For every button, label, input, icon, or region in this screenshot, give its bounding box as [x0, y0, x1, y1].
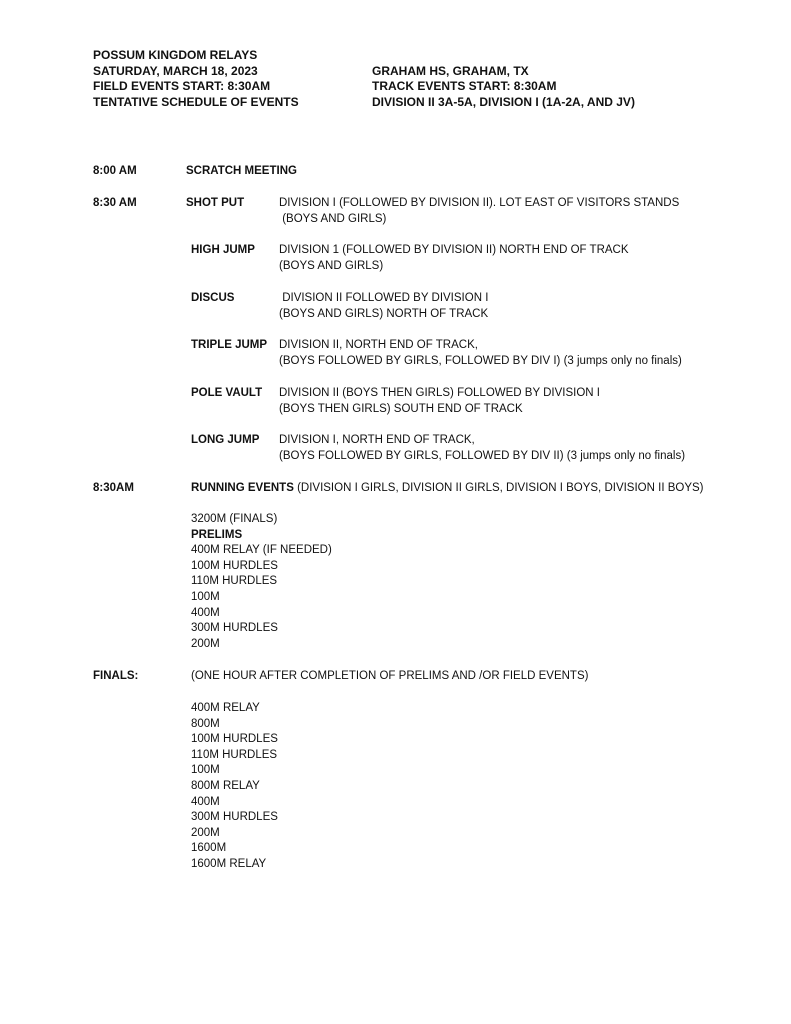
event-name: SHOT PUT: [186, 197, 245, 209]
meet-location: GRAHAM HS, GRAHAM, TX: [372, 63, 529, 78]
event-detail-line: DIVISION II FOLLOWED BY DIVISION I: [279, 292, 489, 304]
track-start: TRACK EVENTS START: 8:30AM: [372, 79, 557, 93]
field-time: 8:30 AM: [93, 197, 137, 209]
list-item: 800M: [191, 717, 220, 730]
list-item: 1600M: [191, 842, 227, 855]
event-detail-line: (BOYS FOLLOWED BY GIRLS, FOLLOWED BY DIV I) (3 jumps only no finals): [279, 354, 682, 367]
list-item: 100M HURDLES: [191, 733, 278, 746]
header-left: [93, 48, 299, 110]
event-name: DISCUS: [191, 292, 235, 304]
event-details: [279, 291, 488, 322]
event-detail-line: DIVISION 1 (FOLLOWED BY DIVISION II) NORTH END OF TRACK: [279, 244, 629, 256]
event-detail-line: DIVISION I, NORTH END OF TRACK,: [279, 434, 475, 446]
field-start: FIELD EVENTS START: 8:30AM: [93, 79, 271, 93]
schedule-title: TENTATIVE SCHEDULE OF EVENTS: [93, 94, 299, 109]
meet-name: POSSUM KINGDOM RELAYS: [93, 48, 258, 62]
list-item: 3200M (FINALS): [191, 513, 278, 525]
event-detail-line: DIVISION II, NORTH END OF TRACK,: [279, 339, 478, 351]
list-item: 300M HURDLES: [191, 811, 278, 824]
running-subtitle: (DIVISION I GIRLS, DIVISION II GIRLS, DIVISION I BOYS, DIVISION II BOYS): [293, 482, 704, 494]
event-detail-line: (BOYS AND GIRLS): [279, 259, 384, 272]
list-item: 400M: [191, 606, 220, 619]
scratch-time: 8:00 AM: [93, 165, 137, 177]
header-right: [372, 64, 635, 111]
running-heading: [191, 481, 704, 497]
event-name: HIGH JUMP: [191, 244, 255, 256]
event-details: [279, 386, 600, 417]
event-name: TRIPLE JUMP: [191, 339, 268, 351]
list-item: 400M: [191, 795, 220, 808]
list-item: 1600M RELAY: [191, 857, 267, 870]
finals-list: [191, 701, 278, 873]
list-item: 300M HURDLES: [191, 622, 278, 635]
finals-note: (ONE HOUR AFTER COMPLETION OF PRELIMS AND /OR FIELD EVENTS): [191, 670, 589, 682]
list-item: 400M RELAY: [191, 702, 260, 714]
event-details: [279, 433, 685, 464]
event-detail-line: (BOYS AND GIRLS) NORTH OF TRACK: [279, 307, 489, 320]
running-time: 8:30AM: [93, 482, 134, 494]
meet-date: SATURDAY, MARCH 18, 2023: [93, 63, 258, 78]
event-details: [279, 196, 679, 227]
event-details: [279, 338, 682, 369]
list-item: 100M: [191, 590, 220, 603]
event-detail-line: DIVISION I (FOLLOWED BY DIVISION II). LOT EAST OF VISITORS STANDS: [279, 197, 680, 209]
list-item: 400M RELAY (IF NEEDED): [191, 544, 332, 557]
scratch-label: SCRATCH MEETING: [186, 165, 297, 177]
list-item: 110M HURDLES: [191, 575, 278, 588]
event-name: POLE VAULT: [191, 387, 263, 399]
running-title: RUNNING EVENTS: [191, 482, 294, 494]
list-item: 800M RELAY: [191, 779, 260, 792]
running-list: [191, 512, 332, 652]
list-item: 100M HURDLES: [191, 559, 278, 572]
list-item: 100M: [191, 764, 220, 777]
prelims-label: PRELIMS: [191, 528, 243, 541]
event-detail-line: DIVISION II (BOYS THEN GIRLS) FOLLOWED BY DIVISION I: [279, 387, 601, 399]
event-detail-line: (BOYS THEN GIRLS) SOUTH END OF TRACK: [279, 402, 523, 415]
list-item: 200M: [191, 826, 220, 839]
event-name: LONG JUMP: [191, 434, 260, 446]
finals-label: FINALS:: [93, 670, 139, 682]
event-detail-line: (BOYS FOLLOWED BY GIRLS, FOLLOWED BY DIV II) (3 jumps only no finals): [279, 449, 686, 462]
event-detail-line: (BOYS AND GIRLS): [279, 212, 387, 225]
list-item: 200M: [191, 637, 220, 650]
divisions: DIVISION II 3A-5A, DIVISION I (1A-2A, AND JV): [372, 94, 635, 109]
event-details: [279, 243, 629, 274]
list-item: 110M HURDLES: [191, 748, 278, 761]
